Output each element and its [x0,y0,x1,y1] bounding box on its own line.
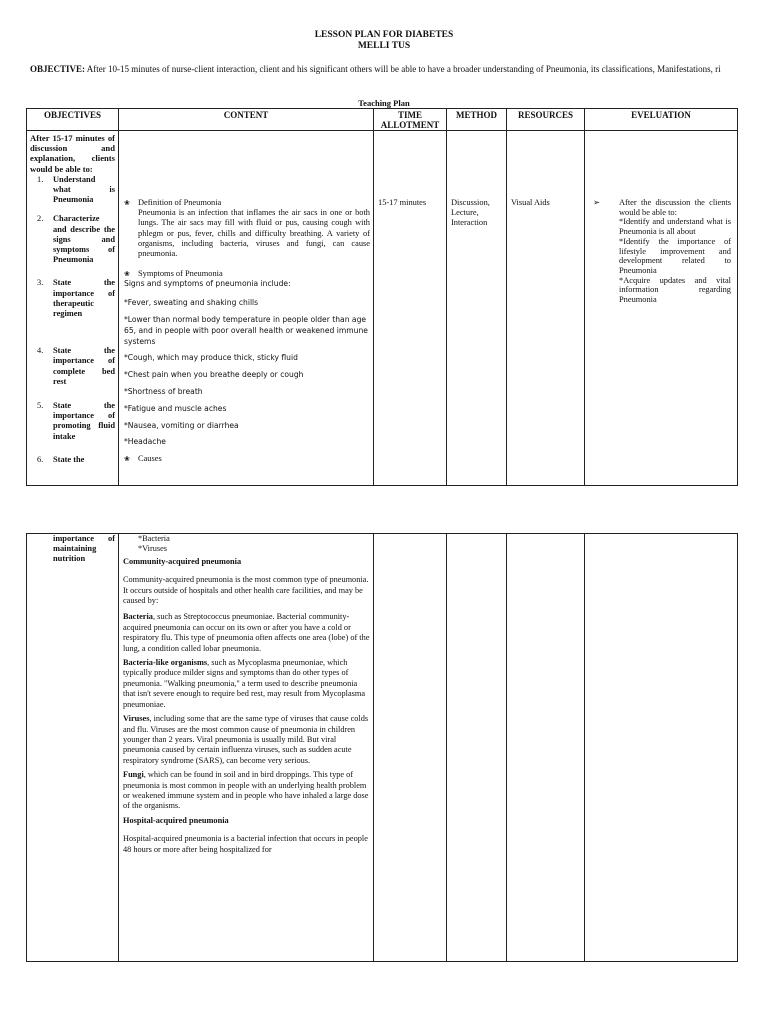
viruses-paragraph: Viruses, including some that are the same type of viruses that cause colds and flu. Viruses are the most common cause of pneumonia in children younger than 2 years. Viral pneumonia is usually mild. But viral pneumonia caused by certain influenza viruses, such as sudden acute respiratory syndrome (SARS), can become very serious. [123,714,369,765]
method-cell-continued [447,534,507,962]
doc-subtitle: MELLI TUS [357,41,411,51]
header-content: CONTENT [119,109,374,131]
time-cell [374,131,447,486]
objective-item: 1. Understand what is Pneumonia [37,174,115,205]
cause-item: *Viruses [138,544,167,554]
bullet-icon: ❀ [124,455,130,464]
content-cell-continued [119,534,374,962]
teaching-plan-table [26,108,738,486]
objective-item: 6. State the [37,454,85,464]
objectives-intro: After 15-17 minutes of discussion and explanation, clients would be able to: [30,133,115,174]
symptom-item: *Shortness of breath [124,387,203,396]
symptoms-heading: Symptoms of Pneumonia [138,269,223,279]
cap-text: Community-acquired pneumonia is the most common type of pneumonia. It occurs outside of hospitals and other health care facilities, and may be caused by: [123,575,369,606]
evaluation-item: *Identify and understand what is Pneumonia is all about [619,217,731,237]
evaluation-item: *Identify the importance of lifestyle improvement and development related to Pneumonia [619,236,731,275]
teaching-plan-table-continued [26,533,738,962]
objective-item: 2. Characterize and describe the signs and symptoms of Pneumonia [37,214,115,265]
causes-heading: Causes [138,454,162,464]
symptom-item: *Lower than normal body temperature in people older than age 65, and in people with poor overall health or weakened immune systems [124,315,368,346]
symptoms-heading-row [123,269,370,279]
symptom-item: *Nausea, vomiting or diarrhea [124,420,239,430]
definition-text: Pneumonia is an infection that inflames the air sacs in one or both lungs. The air sacs may fill with fluid or pus, causing cough with phlegm or pus, fever, chills and difficulty breathing. A variety of organisms, including bacteria, viruses and fungi, can cause pneumonia. [138,208,370,259]
objective-paragraph [30,64,738,75]
bullet-icon: ❀ [124,270,130,279]
resources: Visual Aids [511,198,550,207]
bacteria-like-paragraph: Bacteria-like organisms, such as Mycoplasma pneumoniae, which typically produce milder signs and symptoms than do other types of pneumonia. "Walking pneumonia," a term used to describe pneumonia that isn't severe enough to require bed rest, may result from Mycoplasma pneumoniae. [123,658,366,709]
objective-item: 3. State the importance of therapeutic regimen [37,278,115,319]
evaluation-cell [585,131,738,486]
header-resources: RESOURCES [507,109,585,131]
fungi-paragraph: Fungi, which can be found in soil and in bird droppings. This type of pneumonia is most common in people with an underlying health problem or weakened immune system and in people who have inhaled a large dose of the organisms. [123,770,369,811]
definition-heading-row [123,198,370,208]
evaluation-item: *Acquire updates and vital information regarding Pneumonia [619,275,731,305]
evaluation-intro: ➢ After the discussion the clients would be able to: [593,198,731,217]
header-evaluation: EVELUATION [585,109,738,131]
symptom-item: *Fatigue and muscle aches [124,403,227,413]
resources-cell [507,131,585,486]
header-time-allotment: TIME ALLOTMENT [374,109,447,131]
time-cell-continued [374,534,447,962]
objectives-cell [27,131,119,486]
method: Discussion, Lecture, Interaction [451,198,490,228]
cause-item: *Bacteria [138,534,170,543]
teaching-plan-label: Teaching Plan [358,98,410,108]
symptoms-intro: Signs and symptoms of pneumonia include: [124,279,291,289]
objective-item: 4. State the importance of complete bed rest [37,346,115,386]
hap-text: Hospital-acquired pneumonia is a bacterial infection that occurs in people 48 hours or more after being hospitalized for [123,834,368,854]
method-cell [447,131,507,486]
symptom-item: *Fever, sweating and shaking chills [124,298,259,308]
bullet-icon: ❀ [124,199,130,207]
hap-heading: Hospital-acquired pneumonia [123,815,229,825]
time-allotment: 15-17 minutes [378,198,427,207]
objective-label: OBJECTIVE: [30,64,86,74]
objective-text: After 10-15 minutes of nurse-client interaction, client and his significant others will be able to have a broader understanding of Pneumonia, its classifications, Manifestations, ri [86,64,721,74]
resources-cell-continued [507,534,585,962]
objectives-cell-continued [27,534,119,962]
header-objectives: OBJECTIVES [27,109,119,131]
content-cell [119,131,374,486]
symptom-item: *Cough, which may produce thick, sticky fluid [124,353,298,363]
cap-heading: Community-acquired pneumonia [123,556,242,566]
symptom-item: *Chest pain when you breathe deeply or cough [124,370,304,380]
definition-heading: Definition of Pneumonia [138,198,222,207]
symptom-item: *Headache [124,437,166,447]
evaluation-cell-continued [585,534,738,962]
causes-heading-row [123,454,370,464]
header-method: METHOD [447,109,507,131]
arrow-bullet-icon: ➢ [593,198,601,207]
objective-item-continued: importance of maintaining nutrition [53,534,115,564]
objective-item: 5. State the importance of promoting fluid intake [37,401,115,441]
doc-title: LESSON PLAN FOR DIABETES [314,30,454,40]
bacteria-paragraph: Bacteria, such as Streptococcus pneumoniae. Bacterial community-acquired pneumonia can occur on its own or after you have a cold or respiratory flu. This type of pneumonia often affects one area (lobe) of the lung, a condition called lobar pneumonia. [123,612,370,653]
